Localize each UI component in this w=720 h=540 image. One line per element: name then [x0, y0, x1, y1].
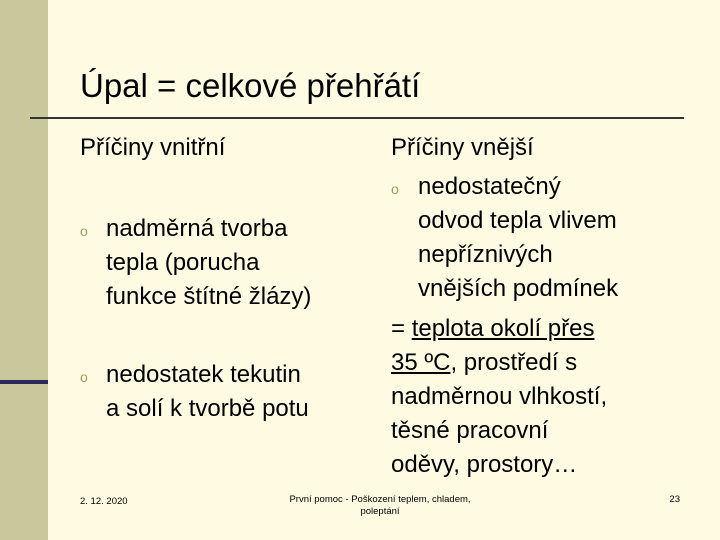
bullet-marker: o: [80, 369, 88, 385]
right-continuation-line-1: [391, 312, 594, 346]
slide-title: Úpal = celkové přehřátí: [80, 67, 421, 104]
title-divider: [30, 117, 684, 119]
page-number: 23: [669, 494, 680, 505]
temperature-text: teplota okolí přes: [411, 315, 595, 342]
right-continuation-line-5: oděvy, prostory…: [391, 451, 578, 478]
footer-title-line-2: poleptání: [360, 506, 400, 517]
left-column-heading: Příčiny vnitřní: [80, 134, 226, 161]
sidebar-decoration: [0, 0, 48, 540]
right-continuation-line-2: [391, 346, 577, 380]
right-item-line-1: nedostatečný: [418, 173, 561, 200]
footer-title: [280, 494, 480, 518]
right-continuation-line-3: nadměrnou vlhkostí,: [391, 383, 608, 410]
right-item-line-3: nepříznivých: [418, 241, 553, 268]
temperature-value: 35 ºC: [391, 349, 451, 376]
right-column-heading: Příčiny vnější: [391, 134, 534, 161]
left-item-1-line-1: nadměrná tvorba: [106, 215, 288, 242]
left-item-1-line-3: funkce štítné žlázy): [106, 283, 312, 310]
left-item-2-line-1: nedostatek tekutin: [106, 361, 301, 388]
environment-text: , prostředí s: [450, 349, 578, 376]
equals-prefix: =: [391, 315, 412, 342]
sidebar-accent-line: [0, 380, 48, 384]
footer-title-line-1: První pomoc - Poškození teplem, chladem,: [289, 494, 471, 505]
left-item-1-line-2: tepla (porucha: [106, 249, 260, 276]
right-item-line-2: odvod tepla vlivem: [418, 207, 617, 234]
right-continuation-line-4: těsné pracovní: [391, 417, 549, 444]
bullet-marker: o: [80, 223, 88, 239]
left-item-2-line-2: a solí k tvorbě potu: [106, 395, 309, 422]
bullet-marker: o: [391, 181, 399, 197]
footer-date: 2. 12. 2020: [80, 496, 128, 507]
right-item-line-4: vnějších podmínek: [418, 275, 619, 302]
